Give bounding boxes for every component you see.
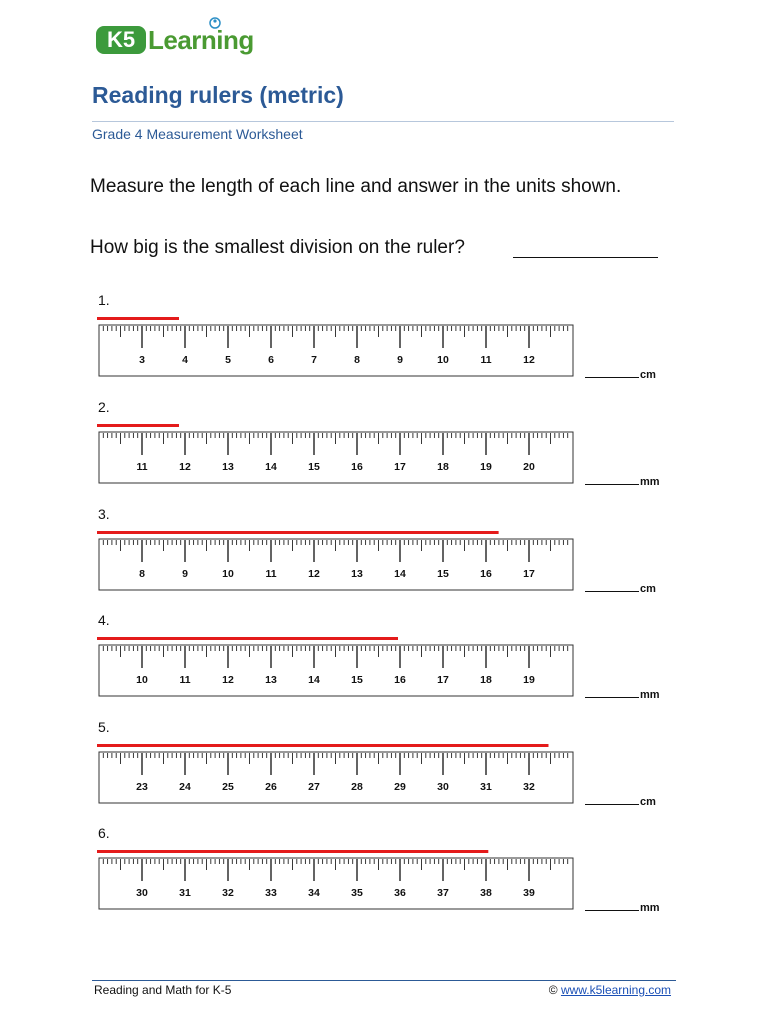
ruler-label: 29	[394, 781, 406, 793]
division-question: How big is the smallest division on the ruler?	[90, 237, 465, 258]
title-divider	[92, 121, 674, 122]
ruler-label: 32	[222, 887, 234, 899]
exercise-number: 3.	[98, 506, 110, 522]
exercise-5	[0, 719, 768, 825]
answer-field[interactable]	[585, 900, 660, 914]
ruler-label: 32	[523, 781, 535, 793]
answer-unit: cm	[640, 583, 656, 595]
ruler-label: 24	[179, 781, 191, 793]
exercise-3	[0, 506, 768, 612]
ruler-label: 3	[139, 354, 145, 366]
answer-blank[interactable]	[585, 474, 639, 485]
ruler-label: 26	[265, 781, 277, 793]
ruler-label: 12	[523, 354, 535, 366]
ruler-label: 36	[394, 887, 406, 899]
footer-divider	[92, 980, 676, 981]
exercise-number: 1.	[98, 292, 110, 308]
ruler-label: 30	[437, 781, 449, 793]
ruler-body	[99, 752, 573, 803]
answer-blank[interactable]	[585, 581, 639, 592]
ruler-label: 11	[179, 674, 191, 686]
exercise-2	[0, 399, 768, 505]
measure-line	[97, 637, 398, 640]
answer-blank[interactable]	[585, 687, 639, 698]
ruler-label: 38	[480, 887, 492, 899]
ruler-body	[99, 432, 573, 483]
ruler-label: 14	[394, 568, 406, 580]
ruler-label: 11	[136, 461, 148, 473]
exercise-1	[0, 292, 768, 398]
answer-field[interactable]	[585, 474, 660, 488]
ruler-label: 14	[308, 674, 320, 686]
ruler-label: 12	[222, 674, 234, 686]
ruler-label: 12	[308, 568, 320, 580]
answer-field[interactable]	[585, 687, 660, 701]
ruler-label: 9	[397, 354, 403, 366]
ruler-label: 17	[394, 461, 406, 473]
ruler-label: 20	[523, 461, 535, 473]
ruler-label: 39	[523, 887, 535, 899]
ruler-label: 11	[265, 568, 277, 580]
ruler-label: 10	[136, 674, 148, 686]
ruler-label: 17	[523, 568, 535, 580]
ruler-label: 15	[308, 461, 320, 473]
exercise-number: 6.	[98, 825, 110, 841]
ruler-label: 28	[351, 781, 363, 793]
ruler-body	[99, 325, 573, 376]
measure-line	[97, 850, 488, 853]
instruction-text: Measure the length of each line and answer in the units shown.	[90, 176, 622, 197]
footer-link[interactable]: www.k5learning.com	[560, 983, 671, 997]
ruler-label: 18	[437, 461, 449, 473]
ruler-label: 27	[308, 781, 320, 793]
measure-line	[97, 424, 179, 427]
k5-logo-badge: K5	[96, 26, 146, 54]
ruler-label: 7	[311, 354, 317, 366]
ruler-label: 8	[354, 354, 360, 366]
ruler-label: 12	[179, 461, 191, 473]
ruler-label: 4	[182, 354, 188, 366]
answer-blank[interactable]	[585, 794, 639, 805]
ruler-body	[99, 539, 573, 590]
logo-star-icon	[208, 16, 222, 30]
ruler-label: 6	[268, 354, 274, 366]
ruler-label: 31	[480, 781, 492, 793]
ruler-label: 35	[351, 887, 363, 899]
answer-unit: cm	[640, 369, 656, 381]
footer-copyright: © www.k5learning.com	[548, 983, 671, 997]
answer-unit: cm	[640, 796, 656, 808]
measure-line	[97, 531, 499, 534]
ruler-label: 34	[308, 887, 320, 899]
exercise-number: 2.	[98, 399, 110, 415]
exercise-number: 4.	[98, 612, 110, 628]
ruler-label: 15	[351, 674, 363, 686]
exercise-4	[0, 612, 768, 718]
ruler-label: 13	[351, 568, 363, 580]
footer-tagline: Reading and Math for K-5	[94, 983, 232, 997]
measure-line	[97, 317, 179, 320]
answer-blank[interactable]	[585, 367, 639, 378]
answer-field[interactable]	[585, 367, 656, 381]
ruler-label: 23	[136, 781, 148, 793]
ruler-label: 8	[139, 568, 145, 580]
answer-field[interactable]	[585, 581, 656, 595]
k5-learning-logo	[96, 16, 266, 58]
ruler-label: 33	[265, 887, 277, 899]
ruler-label: 16	[351, 461, 363, 473]
exercise-6	[0, 825, 768, 931]
ruler-body	[99, 645, 573, 696]
ruler-label: 9	[182, 568, 188, 580]
question-answer-line[interactable]	[513, 257, 658, 258]
ruler-label: 10	[437, 354, 449, 366]
ruler-label: 13	[222, 461, 234, 473]
ruler-label: 13	[265, 674, 277, 686]
page-subtitle: Grade 4 Measurement Worksheet	[92, 126, 303, 142]
ruler-label: 19	[523, 674, 535, 686]
ruler-label: 19	[480, 461, 492, 473]
answer-unit: mm	[640, 476, 660, 488]
ruler-label: 37	[437, 887, 449, 899]
ruler-body	[99, 858, 573, 909]
ruler-label: 30	[136, 887, 148, 899]
ruler-label: 5	[225, 354, 231, 366]
ruler-label: 16	[480, 568, 492, 580]
answer-unit: mm	[640, 689, 660, 701]
ruler-label: 16	[394, 674, 406, 686]
ruler-label: 14	[265, 461, 277, 473]
answer-blank[interactable]	[585, 900, 639, 911]
page-title: Reading rulers (metric)	[92, 82, 344, 108]
ruler-label: 31	[179, 887, 191, 899]
logo-wordmark: Learning	[148, 25, 254, 55]
exercise-number: 5.	[98, 719, 110, 735]
ruler-label: 10	[222, 568, 234, 580]
measure-line	[97, 744, 549, 747]
answer-unit: mm	[640, 902, 660, 914]
ruler-label: 15	[437, 568, 449, 580]
ruler-label: 18	[480, 674, 492, 686]
ruler-label: 11	[480, 354, 492, 366]
ruler-label: 25	[222, 781, 234, 793]
ruler-label: 17	[437, 674, 449, 686]
answer-field[interactable]	[585, 794, 656, 808]
